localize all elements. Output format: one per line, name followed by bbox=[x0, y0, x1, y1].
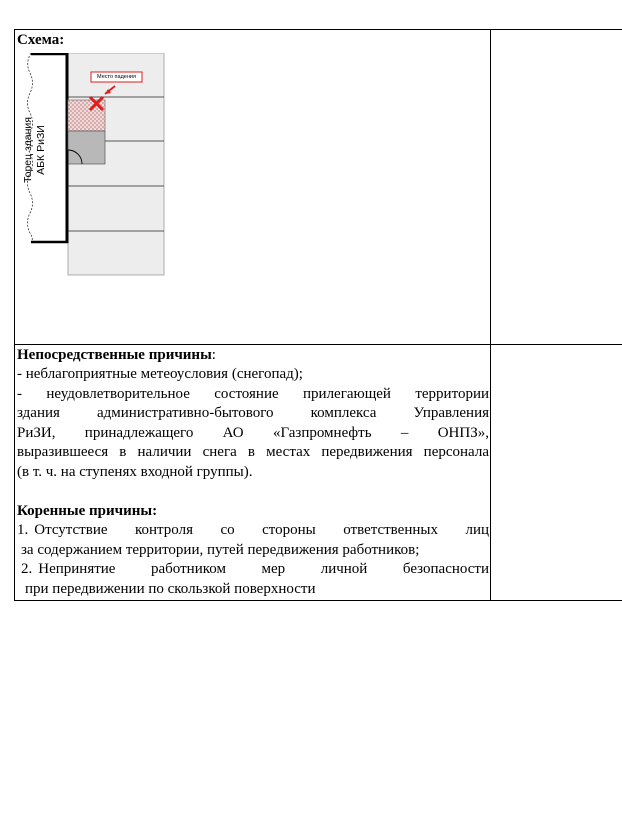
root-cause-2-number: 2. bbox=[21, 561, 33, 577]
direct-cause-item-2-line-5: (в т. ч. на ступенях входной группы). bbox=[17, 463, 253, 480]
scheme-diagram bbox=[21, 53, 171, 283]
direct-cause-item-2-line-3: РиЗИ, принадлежащего АО «Газпромнефть – ОНПЗ», bbox=[17, 424, 489, 441]
root-cause-1-number: 1. bbox=[17, 522, 29, 538]
direct-causes-colon: : bbox=[211, 347, 216, 363]
direct-cause-item-2-line-2: здания административно-бытового комплекса Управления bbox=[17, 405, 489, 421]
building-label-line1: Торец здания bbox=[22, 117, 34, 183]
direct-cause-item-2-line-1: - неудовлетворительное состояние прилегающей территории bbox=[17, 385, 489, 402]
root-cause-2-line-2: при передвижении по скользкой поверхности bbox=[25, 580, 316, 597]
table-top-border bbox=[14, 29, 622, 30]
root-cause-item-2 bbox=[17, 560, 489, 580]
direct-causes-heading: Непосредственные причины bbox=[17, 347, 212, 363]
table-column-divider bbox=[490, 29, 491, 601]
entrance-porch bbox=[68, 131, 105, 164]
root-cause-2-line-1: Непринятие работником мер личной безопасности bbox=[38, 561, 489, 577]
direct-causes-heading-line bbox=[17, 346, 489, 365]
direct-cause-item-1: - неблагоприятные метеоусловия (снегопад); bbox=[17, 366, 303, 382]
scheme-heading: Схема: bbox=[17, 32, 65, 48]
building-label bbox=[22, 95, 50, 205]
spacer bbox=[17, 482, 489, 501]
fall-label: Место падения bbox=[97, 74, 136, 80]
building-label-line2: АБК РиЗИ bbox=[35, 125, 47, 175]
scheme-cell bbox=[17, 31, 489, 343]
root-cause-item-1 bbox=[17, 521, 489, 541]
root-causes-heading: Коренные причины: bbox=[17, 503, 158, 519]
table-left-border bbox=[14, 29, 15, 601]
table-row-divider bbox=[14, 344, 622, 345]
direct-cause-item-2-line-4: выразившееся в наличии снега в местах передвижения персонала bbox=[17, 444, 489, 460]
root-cause-1-line-2: за содержанием территории, путей передвижения работников; bbox=[21, 541, 420, 558]
root-cause-1-line-1: Отсутствие контроля со стороны ответственных лиц bbox=[34, 522, 489, 538]
causes-cell bbox=[17, 346, 489, 601]
